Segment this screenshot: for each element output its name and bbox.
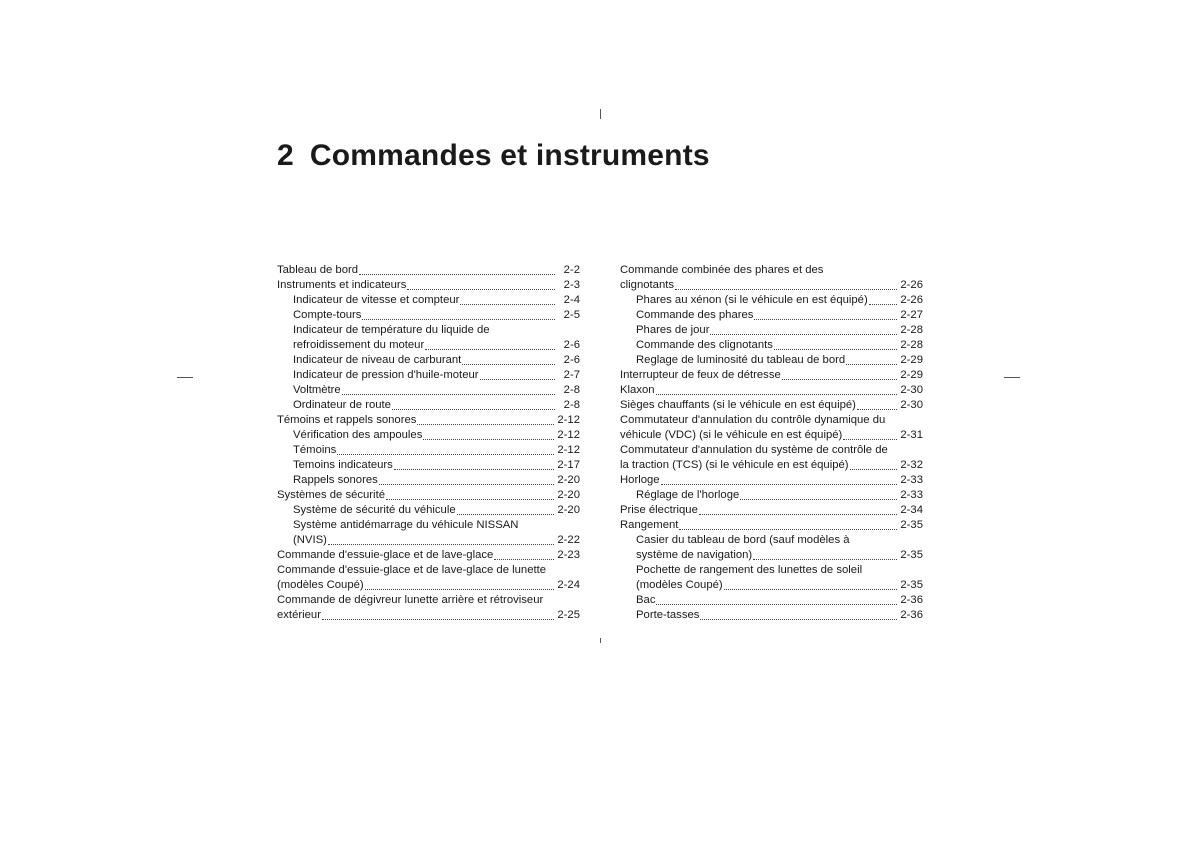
toc-entry — [277, 548, 580, 563]
toc-entry — [277, 503, 580, 518]
toc-entry-label: Interrupteur de feux de détresse — [620, 369, 781, 381]
toc-page-number: 2-2 — [563, 264, 580, 276]
toc-entry — [277, 368, 580, 383]
toc-page-number: 2-35 — [900, 549, 923, 561]
toc-leader-dots — [843, 438, 897, 440]
toc-entry-line — [293, 308, 580, 323]
toc-leader-dots — [846, 363, 897, 365]
toc-entry-label: Commande d'essuie-glace et de lave-glace — [277, 549, 494, 561]
crop-mark-top — [600, 109, 601, 119]
toc-leader-dots — [425, 348, 555, 350]
toc-right-column — [620, 263, 923, 623]
toc-entry — [620, 533, 923, 563]
toc-page-number: 2-30 — [900, 399, 923, 411]
toc-entry-label: Sièges chauffants (si le véhicule en est équipé) — [620, 399, 856, 411]
toc-entry-line — [620, 398, 923, 413]
toc-entry-line — [293, 473, 580, 488]
toc-entry — [620, 353, 923, 368]
toc-entry-line — [293, 338, 580, 353]
toc-leader-dots — [359, 273, 555, 275]
toc-page-number: 2-12 — [557, 429, 580, 441]
crop-mark-left — [177, 377, 193, 378]
toc-entry-line — [293, 533, 580, 548]
toc-leader-dots — [457, 513, 555, 515]
toc-leader-dots — [460, 303, 555, 305]
toc-page-number: 2-20 — [557, 504, 580, 516]
toc-leader-dots — [394, 468, 555, 470]
toc-entry-label-start: Indicateur de température du liquide de — [293, 324, 490, 336]
toc-entry — [277, 473, 580, 488]
toc-entry-line — [620, 383, 923, 398]
toc-leader-dots — [754, 318, 897, 320]
toc-leader-dots — [656, 393, 898, 395]
toc-entry-label-start: Commande combinée des phares et des — [620, 264, 824, 276]
toc-entry — [277, 398, 580, 413]
toc-entry-line — [636, 293, 923, 308]
toc-page-number: 2-4 — [563, 294, 580, 306]
toc-entry-label: Commande des clignotants — [636, 339, 773, 351]
toc-page-number: 2-29 — [900, 354, 923, 366]
toc-entry-line — [277, 413, 580, 428]
toc-page-number: 2-36 — [900, 609, 923, 621]
toc-leader-dots — [679, 528, 897, 530]
chapter-number: 2 — [277, 139, 294, 172]
toc-entry-label: Temoins indicateurs — [293, 459, 393, 471]
toc-entry-line — [293, 368, 580, 383]
toc-entry — [620, 413, 923, 443]
toc-page-number: 2-7 — [563, 369, 580, 381]
toc-entry-line — [620, 503, 923, 518]
toc-entry-line — [636, 593, 923, 608]
toc-leader-dots — [362, 318, 555, 320]
toc-entry — [620, 488, 923, 503]
toc-entry-line — [636, 338, 923, 353]
toc-entry-line — [620, 278, 923, 293]
toc-entry — [277, 293, 580, 308]
chapter-title-text: Commandes et instruments — [309, 139, 710, 172]
toc-entry-label: Témoins — [293, 444, 337, 456]
toc-entry-line — [293, 428, 580, 443]
toc-entry — [277, 308, 580, 323]
toc-entry-label: (modèles Coupé) — [277, 579, 364, 591]
toc-entry-label: Phares de jour — [636, 324, 710, 336]
toc-leader-dots — [774, 348, 897, 350]
toc-entry-line — [277, 608, 580, 623]
toc-entry-label: Klaxon — [620, 384, 655, 396]
toc-page-number: 2-31 — [900, 429, 923, 441]
toc-entry-line — [620, 473, 923, 488]
toc-leader-dots — [417, 423, 554, 425]
toc-entry — [620, 323, 923, 338]
toc-page-number: 2-28 — [900, 339, 923, 351]
toc-page-number: 2-3 — [563, 279, 580, 291]
toc-entry-label: Porte-tasses — [636, 609, 700, 621]
toc-entry-label: système de navigation) — [636, 549, 753, 561]
toc-entry-label: Rangement — [620, 519, 679, 531]
toc-entry-label-start: Système antidémarrage du véhicule NISSAN — [293, 519, 519, 531]
toc-page-number: 2-8 — [563, 384, 580, 396]
toc-leader-dots — [337, 453, 554, 455]
toc-entry-line — [293, 443, 580, 458]
toc-entry — [277, 428, 580, 443]
toc-leader-dots — [328, 543, 554, 545]
toc-leader-dots — [494, 558, 554, 560]
toc-entry-label-start: Commande d'essuie-glace et de lave-glace de lunette — [277, 564, 547, 576]
toc-entry-label-start: Casier du tableau de bord (sauf modèles à — [636, 534, 850, 546]
toc-entry-label-start: Commutateur d'annulation du système de contrôle de — [620, 444, 888, 456]
toc-leader-dots — [740, 498, 897, 500]
toc-entry-line — [636, 488, 923, 503]
toc-entry-label: Reglage de luminosité du tableau de bord — [636, 354, 846, 366]
toc-entry-line — [636, 353, 923, 368]
toc-entry — [620, 308, 923, 323]
toc-entry — [620, 263, 923, 293]
toc-entry-line — [277, 278, 580, 293]
toc-page-number: 2-17 — [557, 459, 580, 471]
toc-page-number: 2-32 — [900, 459, 923, 471]
toc-page-number: 2-30 — [900, 384, 923, 396]
toc-entry — [277, 383, 580, 398]
crop-mark-bottom — [600, 638, 601, 643]
toc-leader-dots — [724, 588, 898, 590]
toc-entry-label: Indicateur de niveau de carburant — [293, 354, 462, 366]
toc-leader-dots — [675, 288, 897, 290]
toc-entry-line — [277, 263, 580, 278]
toc-page-number: 2-29 — [900, 369, 923, 381]
toc-page-number: 2-24 — [557, 579, 580, 591]
toc-entry-line — [620, 428, 923, 443]
toc-entry-label: Horloge — [620, 474, 660, 486]
toc-leader-dots — [700, 618, 897, 620]
toc-entry — [620, 593, 923, 608]
toc-page-number: 2-25 — [557, 609, 580, 621]
toc-page-number: 2-5 — [563, 309, 580, 321]
toc-entry-label: Indicateur de vitesse et compteur — [293, 294, 460, 306]
crop-mark-right — [1004, 377, 1020, 378]
toc-leader-dots — [656, 603, 897, 605]
toc-entry-label: Voltmètre — [293, 384, 341, 396]
toc-page-number: 2-12 — [557, 414, 580, 426]
toc-entry-label: Instruments et indicateurs — [277, 279, 407, 291]
toc-page-number: 2-26 — [900, 294, 923, 306]
toc-entry-line — [293, 383, 580, 398]
toc-entry-label: la traction (TCS) (si le véhicule en est équipé) — [620, 459, 849, 471]
toc-entry — [277, 563, 580, 593]
toc-entry-line — [620, 368, 923, 383]
toc-entry — [620, 503, 923, 518]
toc-entry-line — [277, 548, 580, 563]
toc-entry-label: véhicule (VDC) (si le véhicule en est équipé) — [620, 429, 843, 441]
toc-entry-line — [277, 488, 580, 503]
toc-entry-label: Témoins et rappels sonores — [277, 414, 417, 426]
toc-page-number: 2-26 — [900, 279, 923, 291]
toc-entry — [620, 293, 923, 308]
toc-entry — [277, 488, 580, 503]
toc-leader-dots — [850, 468, 898, 470]
toc-page-number: 2-27 — [900, 309, 923, 321]
toc-leader-dots — [699, 513, 898, 515]
toc-entry-label-start: Commutateur d'annulation du contrôle dynamique du — [620, 414, 886, 426]
toc-leader-dots — [462, 363, 555, 365]
toc-entry — [620, 518, 923, 533]
toc-page-number: 2-20 — [557, 474, 580, 486]
toc-page-number: 2-23 — [557, 549, 580, 561]
toc-entry-line — [620, 518, 923, 533]
toc-entry-label: Bac — [636, 594, 656, 606]
toc-entry-label-start: Pochette de rangement des lunettes de soleil — [636, 564, 863, 576]
toc-entry-line — [293, 503, 580, 518]
toc-page-number: 2-34 — [900, 504, 923, 516]
toc-entry — [277, 518, 580, 548]
toc-entry-line — [636, 308, 923, 323]
toc-page-number: 2-35 — [900, 579, 923, 591]
toc-page-number: 2-22 — [557, 534, 580, 546]
toc-entry-label: Phares au xénon (si le véhicule en est équipé) — [636, 294, 868, 306]
toc-entry-label: Tableau de bord — [277, 264, 359, 276]
toc-entry — [277, 413, 580, 428]
toc-entry — [620, 473, 923, 488]
toc-entry-label: (NVIS) — [293, 534, 327, 546]
toc-page-number: 2-6 — [563, 354, 580, 366]
toc-entry — [277, 263, 580, 278]
toc-entry — [620, 563, 923, 593]
toc-entry — [620, 383, 923, 398]
toc-leader-dots — [379, 483, 555, 485]
toc-leader-dots — [392, 408, 555, 410]
toc-page-number: 2-28 — [900, 324, 923, 336]
toc-entry — [277, 443, 580, 458]
toc-entry-label: Ordinateur de route — [293, 399, 391, 411]
toc-entry — [620, 608, 923, 623]
chapter-title — [277, 137, 710, 175]
toc-entry-label: clignotants — [620, 279, 675, 291]
toc-entry — [277, 353, 580, 368]
toc-leader-dots — [869, 303, 898, 305]
toc-entry — [620, 338, 923, 353]
toc-entry-line — [277, 578, 580, 593]
toc-entry-label: Vérification des ampoules — [293, 429, 423, 441]
toc-page-number: 2-8 — [563, 399, 580, 411]
toc-entry-line — [620, 458, 923, 473]
toc-entry — [620, 368, 923, 383]
toc-entry-line — [293, 398, 580, 413]
toc-page-number: 2-33 — [900, 489, 923, 501]
toc-entry-line — [636, 323, 923, 338]
toc-page-number: 2-35 — [900, 519, 923, 531]
toc-entry-label: Indicateur de pression d'huile-moteur — [293, 369, 479, 381]
toc-entry-label: Systèmes de sécurité — [277, 489, 385, 501]
toc-entry-line — [293, 293, 580, 308]
toc-entry-label-start: Commande de dégivreur lunette arrière et rétroviseur — [277, 594, 544, 606]
toc-leader-dots — [407, 288, 555, 290]
toc-leader-dots — [365, 588, 555, 590]
toc-leader-dots — [661, 483, 898, 485]
toc-entry-line — [293, 353, 580, 368]
toc-leader-dots — [480, 378, 555, 380]
toc-entry-line — [293, 458, 580, 473]
toc-leader-dots — [782, 378, 898, 380]
toc-entry-line — [636, 578, 923, 593]
toc-entry-label: (modèles Coupé) — [636, 579, 723, 591]
toc-left-column — [277, 263, 580, 623]
toc-leader-dots — [386, 498, 554, 500]
toc-leader-dots — [342, 393, 555, 395]
toc-entry-label: Rappels sonores — [293, 474, 378, 486]
toc-page-number: 2-20 — [557, 489, 580, 501]
toc-entry — [620, 398, 923, 413]
toc-leader-dots — [857, 408, 897, 410]
toc-page-number: 2-33 — [900, 474, 923, 486]
toc-page-number: 2-36 — [900, 594, 923, 606]
toc-entry-label: refroidissement du moteur — [293, 339, 425, 351]
toc-leader-dots — [423, 438, 554, 440]
toc-entry — [277, 278, 580, 293]
toc-entry — [620, 443, 923, 473]
toc-entry-label: Commande des phares — [636, 309, 754, 321]
toc-leader-dots — [753, 558, 897, 560]
toc-entry-label: extérieur — [277, 609, 321, 621]
toc-entry-label: Compte-tours — [293, 309, 362, 321]
toc-entry-label: Système de sécurité du véhicule — [293, 504, 456, 516]
toc-entry — [277, 593, 580, 623]
toc-page-number: 2-12 — [557, 444, 580, 456]
toc-entry — [277, 323, 580, 353]
toc-entry — [277, 458, 580, 473]
toc-leader-dots — [322, 618, 554, 620]
toc-entry-line — [636, 548, 923, 563]
toc-entry-line — [636, 608, 923, 623]
toc-leader-dots — [710, 333, 897, 335]
toc-entry-label: Prise électrique — [620, 504, 698, 516]
toc-entry-label: Réglage de l'horloge — [636, 489, 740, 501]
toc-page-number: 2-6 — [563, 339, 580, 351]
